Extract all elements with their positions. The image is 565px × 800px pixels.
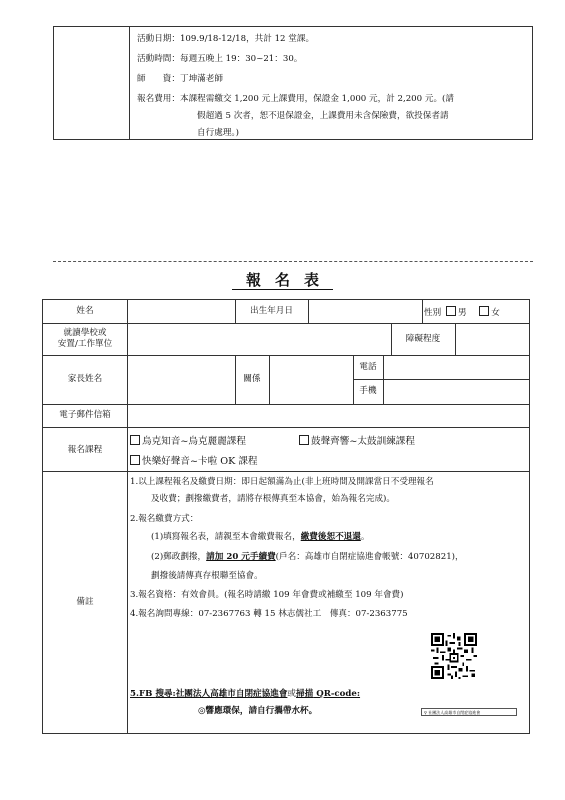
female-label: 女 [491,308,500,318]
course-info-table [53,26,533,140]
note-3: 3.報名資格：有效會員。(報名時請繳 109 年會費或補繳至 109 年會費) [130,590,404,600]
note-2-1: (1)填寫報名表，請親至本會繳費報名，繳費後恕不退還。 [151,532,370,542]
form-title: 報名表 [0,269,565,290]
qr-code-image[interactable] [431,633,477,679]
registration-form [42,299,530,734]
activity-time: 活動時間：每週五晚上 19：30~21：30。 [137,54,303,64]
qr-caption: ⚲ 社團法人高雄市自閉症協進會 [421,708,517,716]
cut-line [53,261,533,262]
note-1b: 及收費；劃撥繳費者，請將存根傳真至本協會，始為報名完成)。 [151,494,395,504]
fee-line-1: 報名費用：本課程需繳交 1,200 元上課費用，保證金 1,000 元，計 2,200 元。(請 [137,94,454,104]
birth-label: 出生年月日 [250,306,293,316]
phone-label: 電話 [359,362,377,372]
gender-field [422,306,529,319]
disability-label: 障礙程度 [405,334,441,344]
school-label: 就讀學校或 安置/工作單位 [57,328,113,349]
course-option-2[interactable]: 鼓聲齊響~太鼓訓練課程 [299,433,415,447]
note-2: 2.報名繳費方式： [130,514,199,524]
note-6: ◎響應環保，請自行攜帶水杯。 [198,706,318,716]
note-5: 5.FB 搜尋:社團法人高雄市自閉症協進會或掃描 QR-code: [130,689,361,699]
email-label: 電子郵件信箱 [59,410,111,420]
note-1a: 1.以上課程報名及繳費日期：即日起額滿為止(非上班時間及開課當日不受理報名 [130,477,434,487]
course-option-3[interactable]: 快樂好聲音~卡啦 OK 課程 [130,453,258,467]
course-label: 報名課程 [67,445,103,455]
mobile-label: 手機 [359,386,377,396]
note-2-2: (2)郵政劃撥，請加 20 元手續費(戶名：高雄市自閉症協進會帳號：40702821)， [151,552,464,562]
female-checkbox[interactable] [479,306,489,316]
name-label: 姓名 [76,306,94,316]
gender-label: 性別 [424,308,442,318]
notes-label: 備註 [76,597,94,607]
male-checkbox[interactable] [446,306,456,316]
parent-label: 家長姓名 [67,374,103,384]
relation-label: 關係 [243,374,261,384]
male-label: 男 [457,308,467,318]
fee-line-2: 假超過 5 次者，恕不退保證金，上課費用未含保險費，欲投保者請 [197,111,449,121]
note-2-2-cont: 劃撥後請傳真存根聯至協會。 [151,571,263,581]
table-divider [129,27,130,139]
course-option-1[interactable]: 烏克知音~烏克麗麗課程 [130,433,246,447]
teacher: 師 資：丁坤滿老師 [137,74,223,84]
search-icon: ⚲ [424,710,427,715]
note-4: 4.報名詢問專線：07-2367763 轉 15 林志儒社工 傳真：07-2363775 [130,609,408,619]
course-2-checkbox[interactable] [299,435,309,445]
course-1-checkbox[interactable] [130,435,140,445]
fee-line-3: 自行處理。) [197,128,240,138]
activity-dates: 活動日期：109.9/18-12/18，共計 12 堂課。 [137,34,315,44]
course-3-checkbox[interactable] [130,455,140,465]
